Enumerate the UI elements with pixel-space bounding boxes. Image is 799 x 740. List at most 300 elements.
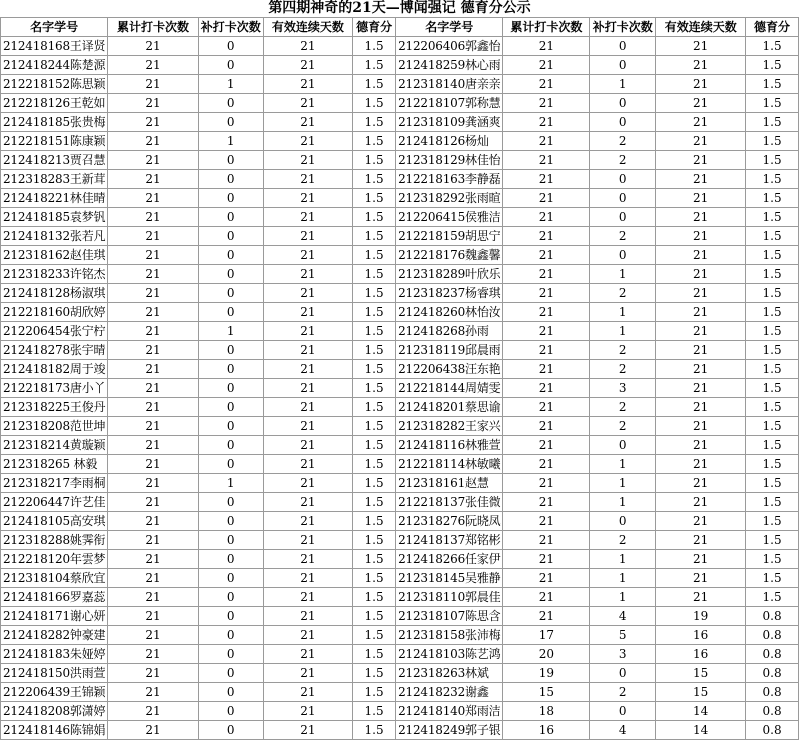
value-cell[interactable]: 1.5 bbox=[746, 322, 799, 341]
student-id-name-cell[interactable]: 212418182周于竣 bbox=[1, 360, 108, 379]
value-cell[interactable]: 21 bbox=[263, 531, 352, 550]
student-id-name-cell[interactable]: 212218173唐小丫 bbox=[1, 379, 108, 398]
value-cell[interactable]: 21 bbox=[108, 113, 198, 132]
value-cell[interactable]: 1 bbox=[590, 474, 656, 493]
value-cell[interactable]: 21 bbox=[656, 417, 746, 436]
student-id-name-cell[interactable]: 212318208范世坤 bbox=[1, 417, 108, 436]
value-cell[interactable]: 0 bbox=[198, 360, 263, 379]
value-cell[interactable]: 21 bbox=[108, 132, 198, 151]
value-cell[interactable]: 0 bbox=[198, 436, 263, 455]
value-cell[interactable]: 1.5 bbox=[353, 265, 396, 284]
value-cell[interactable]: 0 bbox=[590, 664, 656, 683]
value-cell[interactable]: 21 bbox=[263, 246, 352, 265]
value-cell[interactable]: 0.8 bbox=[746, 664, 799, 683]
student-id-name-cell[interactable]: 212418185袁梦钒 bbox=[1, 208, 108, 227]
value-cell[interactable]: 21 bbox=[656, 227, 746, 246]
value-cell[interactable]: 0 bbox=[198, 37, 263, 56]
value-cell[interactable]: 21 bbox=[263, 512, 352, 531]
student-id-name-cell[interactable]: 212418105高安琪 bbox=[1, 512, 108, 531]
value-cell[interactable]: 0 bbox=[198, 417, 263, 436]
value-cell[interactable]: 21 bbox=[263, 322, 352, 341]
student-id-name-cell[interactable]: 212218137张佳微 bbox=[396, 493, 503, 512]
value-cell[interactable]: 21 bbox=[263, 303, 352, 322]
value-cell[interactable]: 21 bbox=[263, 151, 352, 170]
value-cell[interactable]: 0 bbox=[198, 702, 263, 721]
value-cell[interactable]: 1.5 bbox=[746, 436, 799, 455]
value-cell[interactable]: 21 bbox=[263, 607, 352, 626]
value-cell[interactable]: 21 bbox=[263, 721, 352, 740]
value-cell[interactable]: 1.5 bbox=[746, 550, 799, 569]
student-id-name-cell[interactable]: 212218159胡思宁 bbox=[396, 227, 503, 246]
student-id-name-cell[interactable]: 212318129林佳怡 bbox=[396, 151, 503, 170]
value-cell[interactable]: 21 bbox=[263, 569, 352, 588]
value-cell[interactable]: 21 bbox=[503, 398, 590, 417]
value-cell[interactable]: 1.5 bbox=[746, 341, 799, 360]
value-cell[interactable]: 21 bbox=[108, 550, 198, 569]
value-cell[interactable]: 19 bbox=[503, 664, 590, 683]
student-id-name-cell[interactable]: 212318217李雨桐 bbox=[1, 474, 108, 493]
value-cell[interactable]: 1.5 bbox=[746, 417, 799, 436]
value-cell[interactable]: 1 bbox=[590, 455, 656, 474]
value-cell[interactable]: 1.5 bbox=[746, 398, 799, 417]
student-id-name-cell[interactable]: 212418183朱娅婷 bbox=[1, 645, 108, 664]
value-cell[interactable]: 1.5 bbox=[353, 702, 396, 721]
value-cell[interactable]: 0.8 bbox=[746, 645, 799, 664]
student-id-name-cell[interactable]: 212318237杨睿琪 bbox=[396, 284, 503, 303]
value-cell[interactable]: 0 bbox=[590, 56, 656, 75]
value-cell[interactable]: 1 bbox=[198, 75, 263, 94]
student-id-name-cell[interactable]: 212318161赵慧 bbox=[396, 474, 503, 493]
value-cell[interactable]: 21 bbox=[656, 360, 746, 379]
value-cell[interactable]: 0 bbox=[198, 569, 263, 588]
student-id-name-cell[interactable]: 212418185张贵梅 bbox=[1, 113, 108, 132]
student-id-name-cell[interactable]: 212318276阮晓凤 bbox=[396, 512, 503, 531]
value-cell[interactable]: 21 bbox=[263, 170, 352, 189]
student-id-name-cell[interactable]: 212418208郭潇婷 bbox=[1, 702, 108, 721]
value-cell[interactable]: 21 bbox=[656, 75, 746, 94]
value-cell[interactable]: 21 bbox=[656, 512, 746, 531]
value-cell[interactable]: 21 bbox=[263, 75, 352, 94]
value-cell[interactable]: 21 bbox=[656, 455, 746, 474]
value-cell[interactable]: 17 bbox=[503, 626, 590, 645]
student-id-name-cell[interactable]: 212418137郑铭彬 bbox=[396, 531, 503, 550]
value-cell[interactable]: 1.5 bbox=[746, 246, 799, 265]
student-id-name-cell[interactable]: 212318265 林毅 bbox=[1, 455, 108, 474]
value-cell[interactable]: 1.5 bbox=[746, 493, 799, 512]
value-cell[interactable]: 0 bbox=[590, 512, 656, 531]
value-cell[interactable]: 21 bbox=[108, 721, 198, 740]
value-cell[interactable]: 1.5 bbox=[746, 56, 799, 75]
value-cell[interactable]: 1.5 bbox=[746, 474, 799, 493]
value-cell[interactable]: 1.5 bbox=[353, 341, 396, 360]
value-cell[interactable]: 1.5 bbox=[353, 493, 396, 512]
value-cell[interactable]: 21 bbox=[503, 569, 590, 588]
value-cell[interactable]: 21 bbox=[503, 189, 590, 208]
student-id-name-cell[interactable]: 212418249郭子银 bbox=[396, 721, 503, 740]
student-id-name-cell[interactable]: 212206415侯雅洁 bbox=[396, 208, 503, 227]
value-cell[interactable]: 2 bbox=[590, 360, 656, 379]
value-cell[interactable]: 21 bbox=[656, 341, 746, 360]
value-cell[interactable]: 21 bbox=[656, 151, 746, 170]
student-id-name-cell[interactable]: 212206439王锦颖 bbox=[1, 683, 108, 702]
value-cell[interactable]: 0 bbox=[198, 189, 263, 208]
value-cell[interactable]: 1.5 bbox=[746, 151, 799, 170]
value-cell[interactable]: 21 bbox=[503, 265, 590, 284]
value-cell[interactable]: 0 bbox=[198, 683, 263, 702]
value-cell[interactable]: 1 bbox=[590, 588, 656, 607]
value-cell[interactable]: 21 bbox=[263, 398, 352, 417]
student-id-name-cell[interactable]: 212318104蔡欣宜 bbox=[1, 569, 108, 588]
value-cell[interactable]: 1 bbox=[198, 132, 263, 151]
value-cell[interactable]: 21 bbox=[503, 227, 590, 246]
value-cell[interactable]: 21 bbox=[656, 265, 746, 284]
value-cell[interactable]: 0 bbox=[198, 379, 263, 398]
value-cell[interactable]: 21 bbox=[108, 455, 198, 474]
value-cell[interactable]: 21 bbox=[656, 132, 746, 151]
value-cell[interactable]: 18 bbox=[503, 702, 590, 721]
value-cell[interactable]: 21 bbox=[656, 208, 746, 227]
value-cell[interactable]: 0 bbox=[590, 702, 656, 721]
value-cell[interactable]: 21 bbox=[108, 702, 198, 721]
value-cell[interactable]: 1.5 bbox=[746, 284, 799, 303]
value-cell[interactable]: 21 bbox=[263, 284, 352, 303]
value-cell[interactable]: 21 bbox=[108, 189, 198, 208]
value-cell[interactable]: 0 bbox=[590, 208, 656, 227]
value-cell[interactable]: 21 bbox=[263, 208, 352, 227]
student-id-name-cell[interactable]: 212206454张宁柠 bbox=[1, 322, 108, 341]
value-cell[interactable]: 0 bbox=[198, 645, 263, 664]
value-cell[interactable]: 21 bbox=[656, 588, 746, 607]
student-id-name-cell[interactable]: 212218107郭称慧 bbox=[396, 94, 503, 113]
value-cell[interactable]: 21 bbox=[503, 493, 590, 512]
value-cell[interactable]: 21 bbox=[108, 493, 198, 512]
value-cell[interactable]: 1 bbox=[590, 265, 656, 284]
value-cell[interactable]: 0.8 bbox=[746, 626, 799, 645]
student-id-name-cell[interactable]: 212418282钟豪建 bbox=[1, 626, 108, 645]
student-id-name-cell[interactable]: 212318288姚霁衔 bbox=[1, 531, 108, 550]
value-cell[interactable]: 1.5 bbox=[353, 569, 396, 588]
student-id-name-cell[interactable]: 212218151陈康颖 bbox=[1, 132, 108, 151]
student-id-name-cell[interactable]: 212318158张沛梅 bbox=[396, 626, 503, 645]
value-cell[interactable]: 21 bbox=[108, 341, 198, 360]
value-cell[interactable]: 21 bbox=[108, 398, 198, 417]
value-cell[interactable]: 1 bbox=[590, 75, 656, 94]
value-cell[interactable]: 21 bbox=[503, 303, 590, 322]
value-cell[interactable]: 21 bbox=[108, 37, 198, 56]
value-cell[interactable]: 21 bbox=[263, 664, 352, 683]
value-cell[interactable]: 21 bbox=[108, 474, 198, 493]
student-id-name-cell[interactable]: 212418213贾召慧 bbox=[1, 151, 108, 170]
value-cell[interactable]: 0 bbox=[198, 265, 263, 284]
value-cell[interactable]: 21 bbox=[263, 626, 352, 645]
value-cell[interactable]: 1.5 bbox=[746, 379, 799, 398]
value-cell[interactable]: 21 bbox=[656, 493, 746, 512]
value-cell[interactable]: 1.5 bbox=[353, 37, 396, 56]
value-cell[interactable]: 21 bbox=[263, 113, 352, 132]
value-cell[interactable]: 1.5 bbox=[746, 37, 799, 56]
value-cell[interactable]: 21 bbox=[263, 37, 352, 56]
student-id-name-cell[interactable]: 212318162赵佳琪 bbox=[1, 246, 108, 265]
value-cell[interactable]: 21 bbox=[263, 683, 352, 702]
value-cell[interactable]: 21 bbox=[503, 37, 590, 56]
student-id-name-cell[interactable]: 212218120年雲梦 bbox=[1, 550, 108, 569]
value-cell[interactable]: 21 bbox=[263, 417, 352, 436]
value-cell[interactable]: 1.5 bbox=[746, 265, 799, 284]
value-cell[interactable]: 1.5 bbox=[353, 227, 396, 246]
value-cell[interactable]: 21 bbox=[263, 588, 352, 607]
value-cell[interactable]: 2 bbox=[590, 132, 656, 151]
value-cell[interactable]: 21 bbox=[503, 455, 590, 474]
value-cell[interactable]: 21 bbox=[108, 170, 198, 189]
student-id-name-cell[interactable]: 212418150洪雨萱 bbox=[1, 664, 108, 683]
student-id-name-cell[interactable]: 212218176魏鑫馨 bbox=[396, 246, 503, 265]
value-cell[interactable]: 21 bbox=[656, 436, 746, 455]
value-cell[interactable]: 16 bbox=[656, 645, 746, 664]
value-cell[interactable]: 21 bbox=[108, 75, 198, 94]
student-id-name-cell[interactable]: 212418171谢心妍 bbox=[1, 607, 108, 626]
value-cell[interactable]: 21 bbox=[503, 56, 590, 75]
value-cell[interactable]: 21 bbox=[108, 664, 198, 683]
value-cell[interactable]: 2 bbox=[590, 151, 656, 170]
value-cell[interactable]: 4 bbox=[590, 721, 656, 740]
value-cell[interactable]: 1.5 bbox=[353, 398, 396, 417]
student-id-name-cell[interactable]: 212218126王乾如 bbox=[1, 94, 108, 113]
value-cell[interactable]: 1.5 bbox=[353, 246, 396, 265]
value-cell[interactable]: 1.5 bbox=[746, 170, 799, 189]
value-cell[interactable]: 0 bbox=[198, 94, 263, 113]
value-cell[interactable]: 21 bbox=[108, 56, 198, 75]
value-cell[interactable]: 1.5 bbox=[746, 588, 799, 607]
value-cell[interactable]: 21 bbox=[108, 227, 198, 246]
value-cell[interactable]: 1 bbox=[590, 493, 656, 512]
student-id-name-cell[interactable]: 212318110郭晨佳 bbox=[396, 588, 503, 607]
value-cell[interactable]: 21 bbox=[503, 436, 590, 455]
student-id-name-cell[interactable]: 212318283王新茸 bbox=[1, 170, 108, 189]
value-cell[interactable]: 21 bbox=[656, 284, 746, 303]
value-cell[interactable]: 1.5 bbox=[353, 170, 396, 189]
student-id-name-cell[interactable]: 212218160胡欣婷 bbox=[1, 303, 108, 322]
value-cell[interactable]: 21 bbox=[108, 436, 198, 455]
value-cell[interactable]: 21 bbox=[656, 474, 746, 493]
value-cell[interactable]: 0.8 bbox=[746, 721, 799, 740]
value-cell[interactable]: 21 bbox=[263, 265, 352, 284]
value-cell[interactable]: 15 bbox=[656, 664, 746, 683]
value-cell[interactable]: 21 bbox=[656, 246, 746, 265]
value-cell[interactable]: 21 bbox=[108, 607, 198, 626]
value-cell[interactable]: 1.5 bbox=[746, 455, 799, 474]
value-cell[interactable]: 21 bbox=[503, 474, 590, 493]
value-cell[interactable]: 21 bbox=[263, 493, 352, 512]
value-cell[interactable]: 1 bbox=[198, 474, 263, 493]
value-cell[interactable]: 5 bbox=[590, 626, 656, 645]
value-cell[interactable]: 1.5 bbox=[353, 626, 396, 645]
value-cell[interactable]: 1.5 bbox=[353, 455, 396, 474]
student-id-name-cell[interactable]: 212418266任家伊 bbox=[396, 550, 503, 569]
value-cell[interactable]: 21 bbox=[656, 113, 746, 132]
value-cell[interactable]: 0 bbox=[198, 227, 263, 246]
value-cell[interactable]: 0 bbox=[198, 493, 263, 512]
value-cell[interactable]: 1.5 bbox=[353, 379, 396, 398]
value-cell[interactable]: 21 bbox=[656, 379, 746, 398]
value-cell[interactable]: 21 bbox=[263, 227, 352, 246]
value-cell[interactable]: 1.5 bbox=[746, 531, 799, 550]
student-id-name-cell[interactable]: 212418146陈锦娟 bbox=[1, 721, 108, 740]
student-id-name-cell[interactable]: 212418221林佳晴 bbox=[1, 189, 108, 208]
value-cell[interactable]: 21 bbox=[263, 132, 352, 151]
value-cell[interactable]: 2 bbox=[590, 284, 656, 303]
value-cell[interactable]: 21 bbox=[656, 37, 746, 56]
value-cell[interactable]: 2 bbox=[590, 417, 656, 436]
value-cell[interactable]: 21 bbox=[263, 379, 352, 398]
value-cell[interactable]: 1.5 bbox=[746, 94, 799, 113]
student-id-name-cell[interactable]: 212318233许铭杰 bbox=[1, 265, 108, 284]
value-cell[interactable]: 21 bbox=[263, 645, 352, 664]
student-id-name-cell[interactable]: 212418103陈艺鸿 bbox=[396, 645, 503, 664]
value-cell[interactable]: 1.5 bbox=[746, 113, 799, 132]
value-cell[interactable]: 1.5 bbox=[353, 588, 396, 607]
value-cell[interactable]: 1.5 bbox=[353, 645, 396, 664]
value-cell[interactable]: 16 bbox=[503, 721, 590, 740]
value-cell[interactable]: 0 bbox=[590, 113, 656, 132]
value-cell[interactable]: 0 bbox=[198, 398, 263, 417]
value-cell[interactable]: 0 bbox=[198, 303, 263, 322]
value-cell[interactable]: 0 bbox=[198, 56, 263, 75]
value-cell[interactable]: 0 bbox=[198, 721, 263, 740]
value-cell[interactable]: 16 bbox=[656, 626, 746, 645]
value-cell[interactable]: 21 bbox=[263, 455, 352, 474]
student-id-name-cell[interactable]: 212318282王家兴 bbox=[396, 417, 503, 436]
value-cell[interactable]: 21 bbox=[656, 189, 746, 208]
value-cell[interactable]: 0 bbox=[198, 626, 263, 645]
value-cell[interactable]: 21 bbox=[656, 56, 746, 75]
value-cell[interactable]: 1 bbox=[198, 322, 263, 341]
value-cell[interactable]: 21 bbox=[503, 417, 590, 436]
value-cell[interactable]: 21 bbox=[503, 607, 590, 626]
student-id-name-cell[interactable]: 212206406郭鑫怡 bbox=[396, 37, 503, 56]
value-cell[interactable]: 1.5 bbox=[746, 208, 799, 227]
value-cell[interactable]: 0 bbox=[590, 170, 656, 189]
value-cell[interactable]: 1.5 bbox=[746, 512, 799, 531]
student-id-name-cell[interactable]: 212318289叶欣乐 bbox=[396, 265, 503, 284]
value-cell[interactable]: 21 bbox=[656, 303, 746, 322]
value-cell[interactable]: 21 bbox=[108, 303, 198, 322]
value-cell[interactable]: 0 bbox=[198, 455, 263, 474]
value-cell[interactable]: 1.5 bbox=[353, 664, 396, 683]
student-id-name-cell[interactable]: 212418278张宇晴 bbox=[1, 341, 108, 360]
value-cell[interactable]: 0 bbox=[198, 550, 263, 569]
value-cell[interactable]: 1 bbox=[590, 303, 656, 322]
value-cell[interactable]: 21 bbox=[108, 246, 198, 265]
value-cell[interactable]: 1.5 bbox=[353, 303, 396, 322]
student-id-name-cell[interactable]: 212318140唐亲亲 bbox=[396, 75, 503, 94]
student-id-name-cell[interactable]: 212418201蔡思谕 bbox=[396, 398, 503, 417]
value-cell[interactable]: 21 bbox=[108, 645, 198, 664]
student-id-name-cell[interactable]: 212418132张若凡 bbox=[1, 227, 108, 246]
value-cell[interactable]: 21 bbox=[263, 436, 352, 455]
value-cell[interactable]: 21 bbox=[656, 531, 746, 550]
value-cell[interactable]: 21 bbox=[108, 683, 198, 702]
value-cell[interactable]: 1.5 bbox=[353, 94, 396, 113]
value-cell[interactable]: 0 bbox=[198, 151, 263, 170]
student-id-name-cell[interactable]: 212206438汪东艳 bbox=[396, 360, 503, 379]
value-cell[interactable]: 1.5 bbox=[353, 683, 396, 702]
student-id-name-cell[interactable]: 212418260林怡汝 bbox=[396, 303, 503, 322]
value-cell[interactable]: 1.5 bbox=[353, 550, 396, 569]
value-cell[interactable]: 0 bbox=[590, 246, 656, 265]
student-id-name-cell[interactable]: 212418168王译贤 bbox=[1, 37, 108, 56]
value-cell[interactable]: 21 bbox=[263, 94, 352, 113]
value-cell[interactable]: 1.5 bbox=[746, 360, 799, 379]
value-cell[interactable]: 21 bbox=[656, 94, 746, 113]
value-cell[interactable]: 21 bbox=[263, 189, 352, 208]
value-cell[interactable]: 21 bbox=[503, 113, 590, 132]
student-id-name-cell[interactable]: 212218163李静磊 bbox=[396, 170, 503, 189]
value-cell[interactable]: 21 bbox=[656, 170, 746, 189]
value-cell[interactable]: 21 bbox=[108, 417, 198, 436]
student-id-name-cell[interactable]: 212206447许艺佳 bbox=[1, 493, 108, 512]
value-cell[interactable]: 21 bbox=[503, 512, 590, 531]
value-cell[interactable]: 21 bbox=[108, 284, 198, 303]
value-cell[interactable]: 2 bbox=[590, 398, 656, 417]
value-cell[interactable]: 0 bbox=[198, 512, 263, 531]
value-cell[interactable]: 1.5 bbox=[353, 417, 396, 436]
student-id-name-cell[interactable]: 212318119邱晨雨 bbox=[396, 341, 503, 360]
value-cell[interactable]: 14 bbox=[656, 721, 746, 740]
value-cell[interactable]: 1 bbox=[590, 322, 656, 341]
value-cell[interactable]: 21 bbox=[108, 360, 198, 379]
student-id-name-cell[interactable]: 212318225王俊丹 bbox=[1, 398, 108, 417]
value-cell[interactable]: 0 bbox=[590, 37, 656, 56]
value-cell[interactable]: 21 bbox=[503, 341, 590, 360]
value-cell[interactable]: 21 bbox=[503, 550, 590, 569]
value-cell[interactable]: 21 bbox=[503, 284, 590, 303]
student-id-name-cell[interactable]: 212418166罗嘉蕊 bbox=[1, 588, 108, 607]
student-id-name-cell[interactable]: 212218144周婧雯 bbox=[396, 379, 503, 398]
value-cell[interactable]: 21 bbox=[263, 360, 352, 379]
value-cell[interactable]: 1 bbox=[590, 569, 656, 588]
value-cell[interactable]: 0 bbox=[198, 607, 263, 626]
value-cell[interactable]: 21 bbox=[503, 322, 590, 341]
value-cell[interactable]: 21 bbox=[108, 265, 198, 284]
value-cell[interactable]: 2 bbox=[590, 531, 656, 550]
student-id-name-cell[interactable]: 212318292张雨暄 bbox=[396, 189, 503, 208]
value-cell[interactable]: 21 bbox=[503, 531, 590, 550]
value-cell[interactable]: 1.5 bbox=[353, 113, 396, 132]
value-cell[interactable]: 1.5 bbox=[353, 75, 396, 94]
value-cell[interactable]: 21 bbox=[656, 550, 746, 569]
student-id-name-cell[interactable]: 212218114林敏曦 bbox=[396, 455, 503, 474]
student-id-name-cell[interactable]: 212418140郑雨洁 bbox=[396, 702, 503, 721]
student-id-name-cell[interactable]: 212318145吴雅静 bbox=[396, 569, 503, 588]
value-cell[interactable]: 21 bbox=[108, 208, 198, 227]
value-cell[interactable]: 21 bbox=[263, 56, 352, 75]
student-id-name-cell[interactable]: 212318263林斌 bbox=[396, 664, 503, 683]
value-cell[interactable]: 0 bbox=[198, 664, 263, 683]
value-cell[interactable]: 14 bbox=[656, 702, 746, 721]
value-cell[interactable]: 21 bbox=[503, 170, 590, 189]
student-id-name-cell[interactable]: 212418244陈楚源 bbox=[1, 56, 108, 75]
value-cell[interactable]: 21 bbox=[263, 702, 352, 721]
value-cell[interactable]: 1.5 bbox=[353, 56, 396, 75]
value-cell[interactable]: 21 bbox=[108, 94, 198, 113]
value-cell[interactable]: 0.8 bbox=[746, 702, 799, 721]
value-cell[interactable]: 20 bbox=[503, 645, 590, 664]
value-cell[interactable]: 21 bbox=[108, 379, 198, 398]
value-cell[interactable]: 1.5 bbox=[353, 360, 396, 379]
value-cell[interactable]: 21 bbox=[656, 398, 746, 417]
value-cell[interactable]: 21 bbox=[656, 569, 746, 588]
value-cell[interactable]: 1.5 bbox=[353, 474, 396, 493]
